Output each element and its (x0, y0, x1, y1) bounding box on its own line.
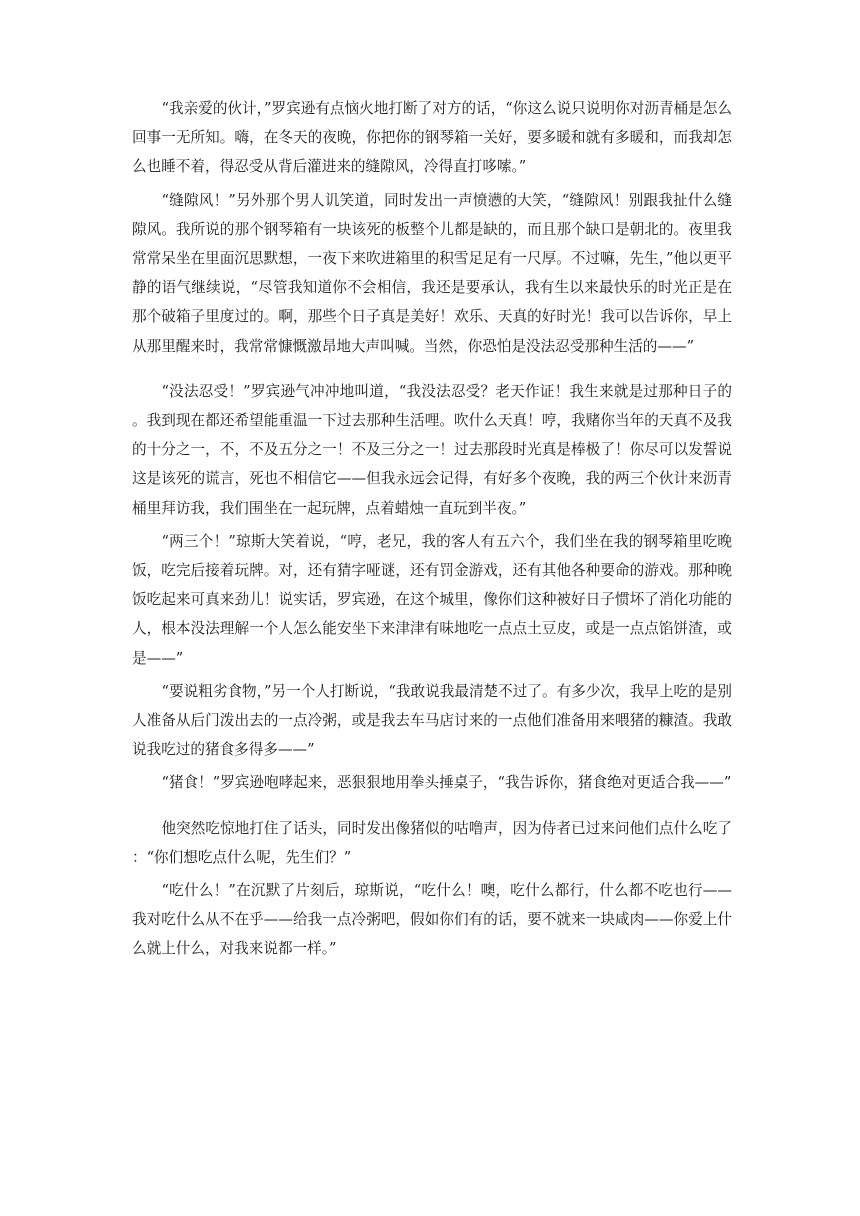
paragraph-8: “吃什么！”在沉默了片刻后，琼斯说，“吃什么！噢，吃什么都行，什么都不吃也行——我对吃什么从不在乎——给我一点冷粥吧，假如你们有的话，要不就来一块咸肉——你爱上什么就上什么，对我来说都一样。” (132, 882, 732, 958)
body-text (132, 94, 732, 968)
paragraph-7: 他突然吃惊地打住了话头，同时发出像猪似的咕噜声，因为侍者已过来问他们点什么吃了：“你们想吃点什么呢，先生们？” (132, 819, 732, 866)
paragraph-5: “要说粗劣食物，”另一个人打断说，“我敢说我最清楚不过了。有多少次，我早上吃的是别人准备从后门泼出去的一点冷粥，或是我去车马店讨来的一点他们准备用来喂猪的糠渣。我敢说我吃过的猪食多得多——” (132, 682, 732, 759)
paragraph-6: “猪食！”罗宾逊咆哮起来，恶狠狠地用拳头捶桌子，“我告诉你，猪食绝对更适合我——” (161, 774, 732, 792)
paragraph-3: “没法忍受！”罗宾逊气冲冲地叫道，“我没法忍受？老天作证！我生来就是过那种日子的。我到现在都还希望能重温一下过去那种生活哩。吹什么天真！哼，我赌你当年的天真不及我的十分之一，不，不及五分之一！不及三分之一！过去那段时光真是棒极了！你尽可以发誓说这是该死的谎言，死也不相信它——但我永远会记得，有好多个夜晚，我的两三个伙计来沥青桶里拜访我，我们围坐在一起玩牌，点着蜡烛一直玩到半夜。” (132, 382, 732, 517)
paragraph-1: “我亲爱的伙计，”罗宾逊有点恼火地打断了对方的话，“你这么说只说明你对沥青桶是怎么回事一无所知。嗨，在冬天的夜晚，你把你的钢琴箱一关好，要多暖和就有多暖和，而我却怎么也睡不着，得忍受从背后灌进来的缝隙风，冷得直打哆嗦。” (132, 100, 732, 176)
paragraph-2: “缝隙风！”另外那个男人讥笑道，同时发出一声愤懑的大笑，“缝隙风！别跟我扯什么缝隙风。我所说的那个钢琴箱有一块该死的板整个儿都是缺的，而且那个缺口是朝北的。夜里我常常呆坐在里面沉思默想，一夜下来吹进箱里的积雪足足有一尺厚。不过嘛，先生，”他以更平静的语气继续说，“尽管我知道你不会相信，我还是要承认，我有生以来最快乐的时光正是在那个破箱子里度过的。啊，那些个日子真是美好！欢乐、天真的好时光！我可以告诉你，早上从那里醒来时，我常常慷慨激昂地大声叫喊。当然，你恐怕是没法忍受那种生活的——” (132, 191, 732, 355)
paragraph-4: “两三个！”琼斯大笑着说，“哼，老兄，我的客人有五六个，我们坐在我的钢琴箱里吃晚饭，吃完后接着玩牌。对，还有猜字哑谜，还有罚金游戏，还有其他各种要命的游戏。那种晚饭吃起来可真来劲儿！说实话，罗宾逊，在这个城里，像你们这种被好日子惯坏了消化功能的人，根本没法理解一个人怎么能安坐下来津津有味地吃一点点土豆皮，或是一点点馅饼渣，或是——” (132, 532, 732, 667)
